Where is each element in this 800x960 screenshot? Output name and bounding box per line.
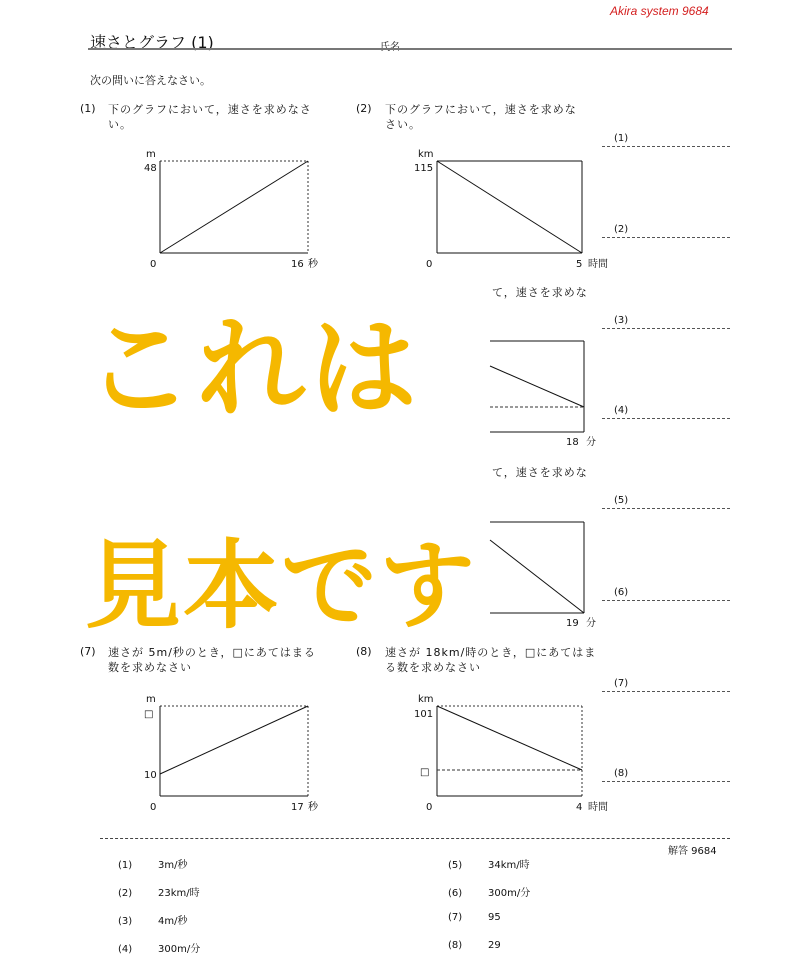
answer-blank-3[interactable] bbox=[602, 328, 730, 329]
watermark-line-2: 見本です bbox=[85, 530, 477, 642]
graph-2-origin: 0 bbox=[426, 259, 433, 270]
answer-key-item-7: (7) 95 bbox=[448, 912, 501, 923]
graph-1-y-top: 48 bbox=[144, 163, 157, 174]
question-7-number: (7) bbox=[80, 645, 96, 658]
graph-7-y-unit: m bbox=[146, 694, 156, 705]
answer-label-6: (6) bbox=[614, 587, 629, 598]
answer-blank-6[interactable] bbox=[602, 600, 730, 601]
graph-2-x-unit: 時間 bbox=[588, 259, 608, 270]
graph-8-x-end: 4 bbox=[576, 802, 583, 813]
graph-8-origin: 0 bbox=[426, 802, 433, 813]
graph-7-y-mid: 10 bbox=[144, 770, 157, 781]
graph-2-x-end: 5 bbox=[576, 259, 583, 270]
answer-key-item-1: (1) 3m/秒 bbox=[118, 860, 188, 871]
answer-label-7: (7) bbox=[614, 678, 629, 689]
brand-label: Akira system 9684 bbox=[610, 4, 709, 18]
graph-1-origin: 0 bbox=[150, 259, 157, 270]
question-1-text: 下のグラフにおいて，速さを求めなさ い。 bbox=[108, 103, 312, 131]
question-1-number: (1) bbox=[80, 102, 96, 115]
graph-4-data-line bbox=[490, 540, 584, 613]
question-7-text: 速さが 5m/秒のとき，□にあてはまる 数を求めなさい bbox=[108, 646, 316, 674]
answer-blank-5[interactable] bbox=[602, 508, 730, 509]
graph-7-origin: 0 bbox=[150, 802, 157, 813]
graph-8-x-unit: 時間 bbox=[588, 802, 608, 813]
graph-7-x-unit: 秒 bbox=[308, 802, 318, 813]
graph-7-data-line bbox=[160, 706, 308, 774]
answer-blank-7[interactable] bbox=[602, 691, 730, 692]
answer-key-item-8: (8) 29 bbox=[448, 940, 501, 951]
answer-blank-8[interactable] bbox=[602, 781, 730, 782]
answer-label-4: (4) bbox=[614, 405, 629, 416]
question-8-text: 速さが 18km/時のとき，□にあてはま る数を求めなさい bbox=[385, 646, 597, 674]
answer-blank-2[interactable] bbox=[602, 237, 730, 238]
answer-key-item-5: (5) 34km/時 bbox=[448, 860, 530, 871]
graph-7-x-end: 17 bbox=[291, 802, 304, 813]
answer-key-item-6: (6) 300m/分 bbox=[448, 888, 531, 899]
graph-8 bbox=[412, 690, 632, 820]
watermark-line-1: これは bbox=[85, 307, 422, 432]
graph-1 bbox=[140, 145, 340, 275]
answer-key-item-3: (3) 4m/秒 bbox=[118, 916, 188, 927]
graph-4 bbox=[488, 518, 618, 628]
graph-2-data-line bbox=[437, 161, 582, 253]
graph-2-y-top: 115 bbox=[414, 163, 434, 174]
graph-1-x-unit: 秒 bbox=[308, 259, 318, 270]
graph-2-y-unit: km bbox=[418, 149, 434, 160]
title-underline bbox=[88, 48, 732, 50]
question-8-number: (8) bbox=[356, 645, 372, 658]
answer-blank-1[interactable] bbox=[602, 146, 730, 147]
question-3-text: て，速さを求めな bbox=[492, 286, 588, 299]
question-2-number: (2) bbox=[356, 102, 372, 115]
graph-8-data-line bbox=[437, 706, 582, 770]
graph-7-y-top-box: □ bbox=[144, 709, 154, 720]
graph-8-y-mid-box: □ bbox=[420, 767, 430, 778]
answer-key-item-4: (4) 300m/分 bbox=[118, 944, 201, 955]
worksheet-title: 速さとグラフ (1) bbox=[90, 33, 214, 52]
graph-7 bbox=[140, 690, 340, 820]
answer-key-item-2: (2) 23km/時 bbox=[118, 888, 200, 899]
answer-label-8: (8) bbox=[614, 768, 629, 779]
question-5-text: て，速さを求めな bbox=[492, 466, 588, 479]
answer-label-5: (5) bbox=[614, 495, 629, 506]
graph-3-x-unit: 分 bbox=[586, 437, 596, 448]
answer-key-label: 解答 9684 bbox=[668, 846, 717, 857]
answer-key-separator bbox=[100, 838, 730, 839]
question-2-text: 下のグラフにおいて，速さを求めな さい。 bbox=[385, 103, 577, 131]
graph-2 bbox=[412, 145, 632, 275]
name-field-label: 氏名 bbox=[380, 42, 400, 53]
graph-3-data-line bbox=[490, 366, 584, 407]
graph-8-y-top: 101 bbox=[414, 709, 434, 720]
answer-label-1: (1) bbox=[614, 133, 629, 144]
instruction-text: 次の問いに答えなさい。 bbox=[90, 74, 211, 87]
answer-blank-4[interactable] bbox=[602, 418, 730, 419]
answer-label-2: (2) bbox=[614, 224, 629, 235]
graph-3-x-end: 18 bbox=[566, 437, 579, 448]
graph-4-x-unit: 分 bbox=[586, 618, 596, 629]
graph-3 bbox=[488, 335, 618, 448]
graph-1-x-end: 16 bbox=[291, 259, 304, 270]
graph-1-y-unit: m bbox=[146, 149, 156, 160]
graph-4-x-end: 19 bbox=[566, 618, 579, 629]
graph-1-data-line bbox=[160, 161, 308, 253]
graph-8-y-unit: km bbox=[418, 694, 434, 705]
answer-label-3: (3) bbox=[614, 315, 629, 326]
